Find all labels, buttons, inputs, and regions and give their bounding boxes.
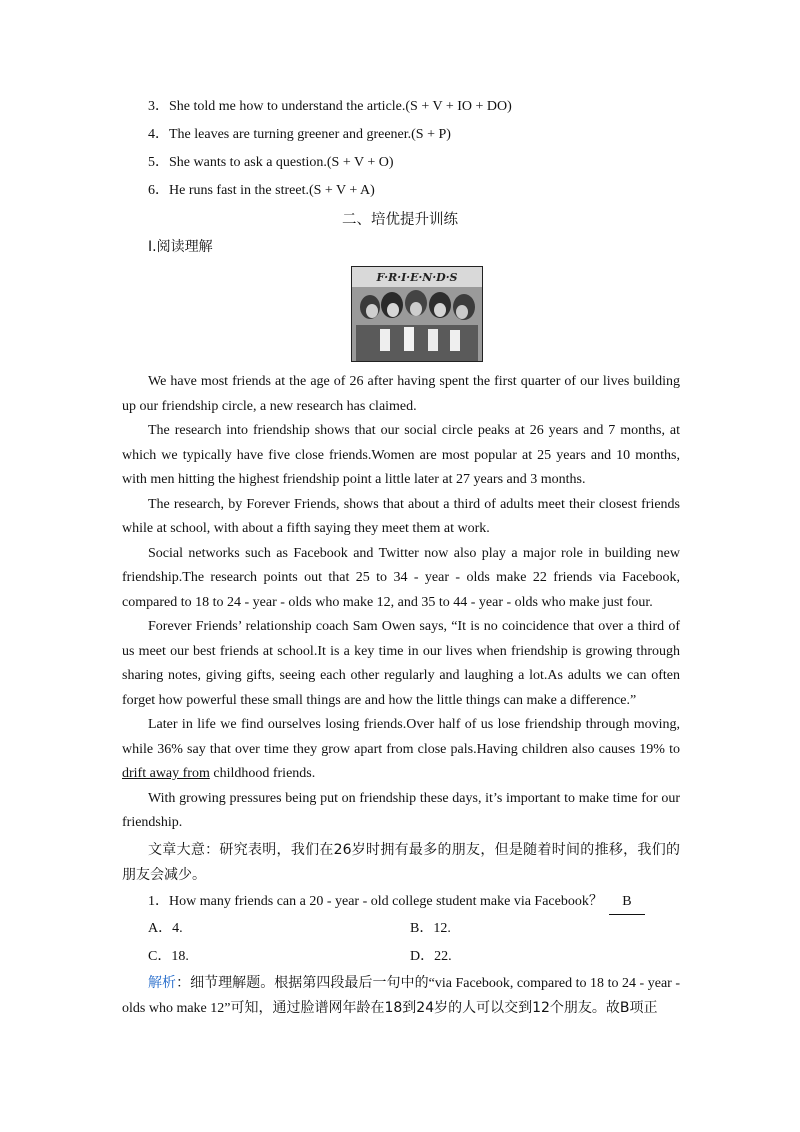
passage-paragraph-5: Forever Friends’ relationship coach Sam Owen says, “It is no coincidence that over a third of us meet our best friends at school.It is a key time in our lives when friendship is growing through sharing notes, giving gifts, seeing each other regularly and laughing a lot.As adults we can often forget how powerful these small things are and how the little things can make a difference.” bbox=[122, 619, 680, 708]
option-c: C．18. bbox=[148, 949, 189, 964]
option-d: D．22. bbox=[410, 949, 452, 964]
underlined-phrase: drift away from bbox=[122, 766, 210, 781]
explanation-tag: 解析 bbox=[148, 975, 177, 991]
example-sentence-5: 5．She wants to ask a question.(S + V + O) bbox=[148, 155, 394, 170]
passage-summary: 文章大意：研究表明，我们在26岁时拥有最多的朋友，但是随着时间的推移，我们的朋友会减少。 bbox=[122, 841, 680, 883]
reading-passage bbox=[122, 370, 680, 1021]
option-b: B．12. bbox=[410, 921, 451, 936]
reading-subhead: Ⅰ.阅读理解 bbox=[148, 239, 213, 255]
friends-photo bbox=[351, 266, 483, 362]
options-row-1 bbox=[122, 915, 680, 943]
friends-photo-illustration bbox=[352, 267, 482, 361]
options-row-2 bbox=[122, 943, 680, 971]
explanation: 解析：细节理解题。根据第四段最后一句中的“via Facebook, compared to 18 to 24 - year - olds who make 12”可知，通过脸谱网年龄在18到24岁的人可以交到12个朋友。故B项正 bbox=[122, 975, 681, 1016]
passage-paragraph-7: With growing pressures being put on friendship these days, it’s important to make time for our friendship. bbox=[122, 790, 680, 830]
friends-logo-text: F·R·I·E·N·D·S bbox=[376, 271, 458, 284]
example-sentence-6: 6．He runs fast in the street.(S + V + A) bbox=[148, 183, 375, 198]
passage-paragraph-2: The research into friendship shows that our social circle peaks at 26 years and 7 months, at which we typically have five close friends.Women are most popular at 25 years and 10 months, with men hitting the highest friendship point a little later at 27 years and 3 months. bbox=[122, 423, 680, 487]
example-sentence-4: 4．The leaves are turning greener and greener.(S + P) bbox=[148, 127, 451, 142]
passage-paragraph-4: Social networks such as Facebook and Twitter now also play a major role in building new friendship.The research points out that 25 to 34 - year - olds make 22 friends via Facebook, compared to 18 to 24 - year - olds who make 12, and 35 to 44 - year - olds who make just four. bbox=[122, 545, 680, 610]
answer-blank: B bbox=[609, 890, 645, 916]
passage-paragraph-1: We have most friends at the age of 26 after having spent the first quarter of our lives building up our friendship circle, a new research has claimed. bbox=[122, 374, 680, 414]
passage-paragraph-6: Later in life we find ourselves losing friends.Over half of us lose friendship through moving, while 36% say that over time they grow apart from close pals.Having children also causes 19% to drift away from childhood friends. bbox=[122, 717, 680, 781]
section-title: 二、培优提升训练 bbox=[342, 212, 458, 228]
passage-paragraph-3: The research, by Forever Friends, shows that about a third of adults meet their closest friends while at school, with about a fifth saying they meet them at work. bbox=[122, 496, 680, 536]
question-1: 1．How many friends can a 20 - year - old college student make via Facebook？ B bbox=[122, 890, 680, 916]
example-sentence-3: 3．She told me how to understand the article.(S + V + IO + DO) bbox=[148, 99, 512, 114]
option-a: A．4. bbox=[148, 921, 183, 936]
